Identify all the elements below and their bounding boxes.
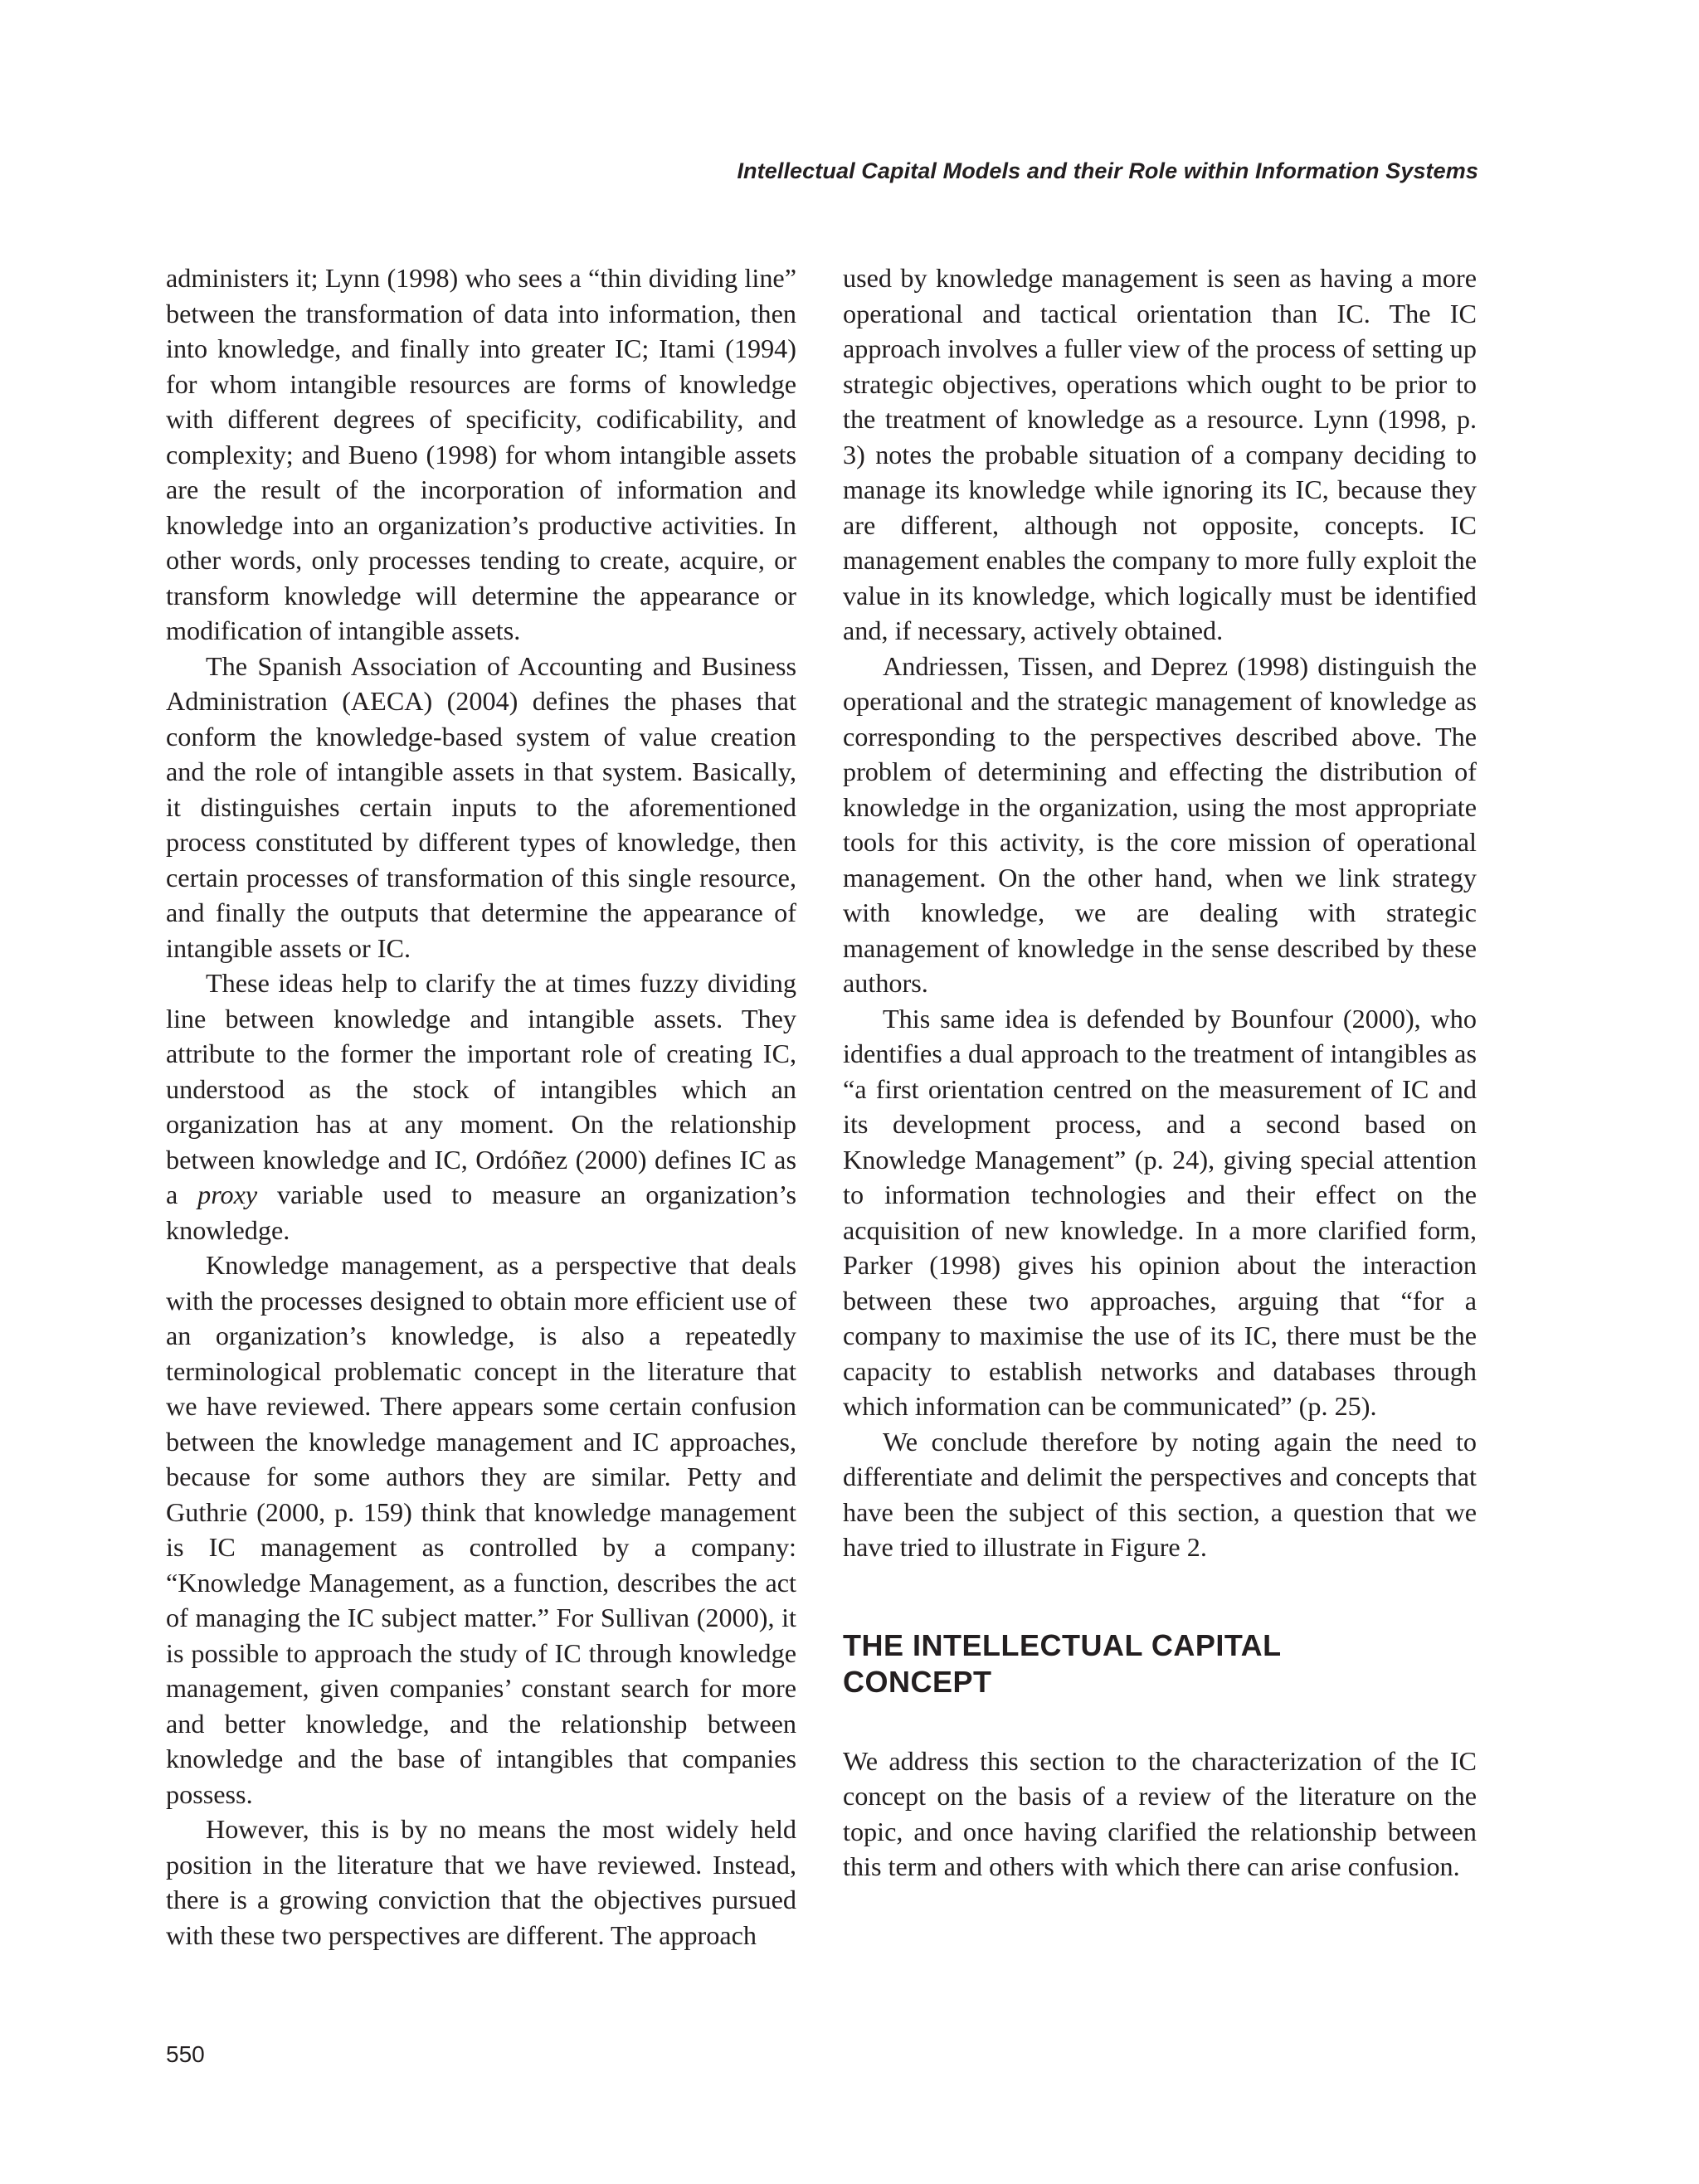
section-heading <box>843 1627 1477 1700</box>
paragraph: administers it; Lynn (1998) who sees a “thin dividing line” between the transformation of data into information, then into knowledge, and finally into greater IC; Itami (1994) for whom intangible resources are forms of knowledge with different degrees of specificity, codificability, and complexity; and Bueno (1998) for whom intangible assets are the result of the incorporation of information and knowledge into an organization’s productive activities. In other words, only processes tending to create, acquire, or transform knowledge will determine the appearance or modification of intangible assets. <box>166 263 796 645</box>
text-span: variable used to measure an organization’s knowledge. <box>166 1180 797 1245</box>
section-heading-line: CONCEPT <box>843 1664 992 1699</box>
paragraph <box>166 966 796 1248</box>
right-column <box>843 260 1477 1885</box>
page-number: 550 <box>166 2041 205 2067</box>
paragraph: However, this is by no means the most widely held position in the literature that we have reviewed. Instead, there is a growing conviction that the objectives pursued with these two perspectives are different. The approach <box>166 1814 796 1950</box>
section-heading-line: THE INTELLECTUAL CAPITAL <box>843 1627 1282 1662</box>
italic-term: proxy <box>197 1180 258 1209</box>
text-span: These ideas help to clarify the at times fuzzy dividing line between knowledge and intangible assets. They attribute to the former the important role of creating IC, understood as the stock of intangibles which an organization has at any moment. On the relationship between knowledge and IC, Ordóñez (2000) defines IC as a <box>166 968 796 1209</box>
paragraph: We conclude therefore by noting again the need to differentiate and delimit the perspectives and concepts that have been the subject of this section, a question that we have tried to illustrate in Figure 2. <box>843 1426 1477 1562</box>
paragraph: This same idea is defended by Bounfour (2000), who identifies a dual approach to the treatment of intangibles as “a first orientation centred on the measurement of IC and its development process, and a second based on Knowledge Management” (p. 24), giving special attention to information technologies and their effect on the acquisition of new knowledge. In a more clarified form, Parker (1998) gives his opinion about the interaction between these two approaches, arguing that “for a company to maximise the use of its IC, there must be the capacity to establish networks and databases through which information can be communicated” (p. 25). <box>843 1003 1477 1421</box>
paragraph: Knowledge management, as a perspective that deals with the processes designed to obtain more efficient use of an organization’s knowledge, is also a repeatedly terminological problematic concept in the literature that we have reviewed. There appears some certain confusion between the knowledge management and IC approaches, because for some authors they are similar. Petty and Guthrie (2000, p. 159) think that knowledge management is IC management as controlled by a company: “Knowledge Management, as a function, describes the act of managing the IC subject matter.” For Sullivan (2000), it is possible to approach the study of IC through knowledge management, given companies’ constant search for more and better knowledge, and the relationship between knowledge and the base of intangibles that companies possess. <box>166 1250 796 1809</box>
left-column <box>166 260 796 1953</box>
paragraph: Andriessen, Tissen, and Deprez (1998) distinguish the operational and the strategic management of knowledge as corresponding to the perspectives described above. The problem of determining and effecting the distribution of knowledge in the organization, using the most appropriate tools for this activity, is the core mission of operational management. On the other hand, when we link strategy with knowledge, we are dealing with strategic management of knowledge in the sense described by these authors. <box>843 650 1477 998</box>
paragraph: used by knowledge management is seen as having a more operational and tactical orientation than IC. The IC approach involves a fuller view of the process of setting up strategic objectives, operations which ought to be prior to the treatment of knowledge as a resource. Lynn (1998, p. 3) notes the probable situation of a company deciding to manage its knowledge while ignoring its IC, because they are different, although not opposite, concepts. IC management enables the company to more fully exploit the value in its knowledge, which logically must be identified and, if necessary, actively obtained. <box>843 263 1477 645</box>
running-head: Intellectual Capital Models and their Role within Information Systems <box>737 158 1478 183</box>
paragraph: The Spanish Association of Accounting and Business Administration (AECA) (2004) defines the phases that conform the knowledge-based system of value creation and the role of intangible assets in that system. Basically, it distinguishes certain inputs to the aforementioned process constituted by different types of knowledge, then certain processes of transformation of this single resource, and finally the outputs that determine the appearance of intangible assets or IC. <box>166 650 796 963</box>
paragraph: We address this section to the characterization of the IC concept on the basis of a review of the literature on the topic, and once having clarified the relationship between this term and others with which there can arise confusion. <box>843 1745 1477 1881</box>
